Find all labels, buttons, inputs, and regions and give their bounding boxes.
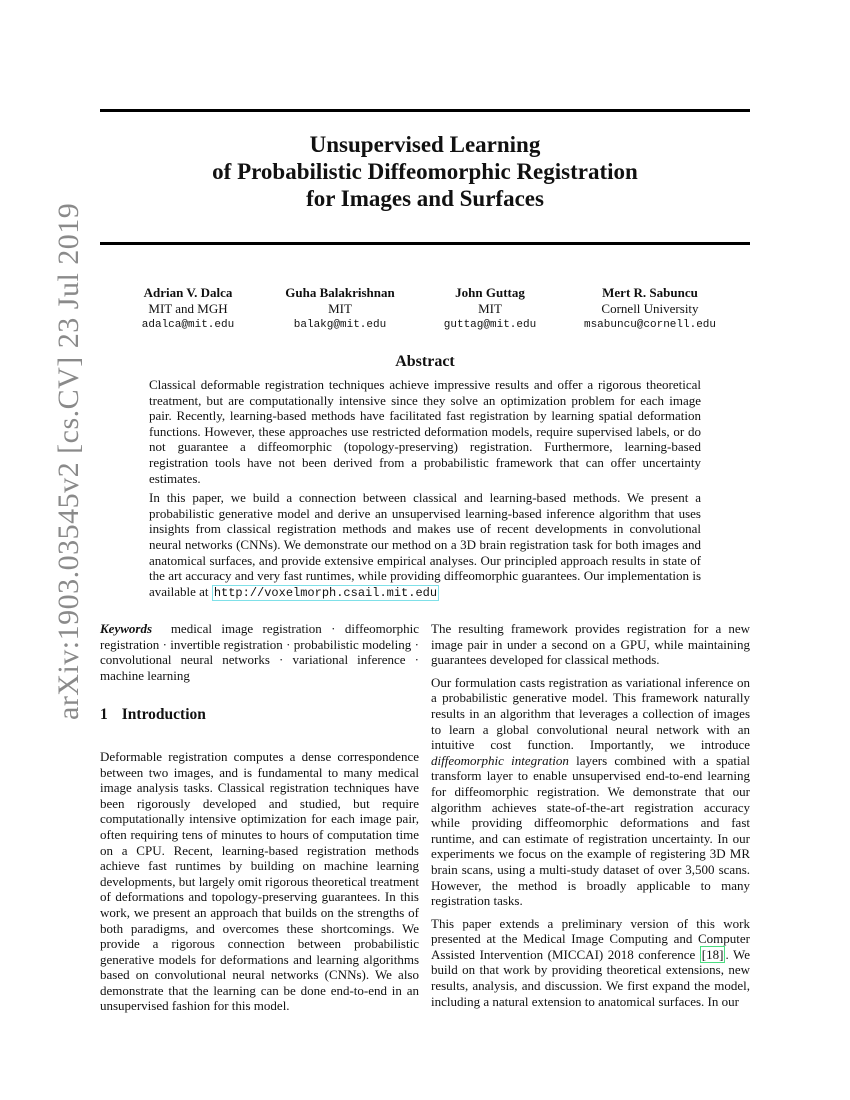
body-paragraph: Deformable registration computes a dense correspondence between two images, and is fundamental to many medical image analysis tasks. Classical registration techniques have been rigorously developed and studied, but require computationally intensive optimization for each image pair, often requiring tens of minutes to hours of computation time on a CPU. Recent, learning-based registration methods achieve fast runtimes by building on machine learning developments, but largely omit rigorous theoretical treatment of deformations and topology-preserving guarantees. In this work, we present an approach that builds on the strengths of both paradigms, and overcomes these shortcomings. We provide a rigorous connection between probabilistic generative models for deformations and learning algorithms based on convolutional neural networks (CNNs). We also demonstrate that the learning can be done end-to-end in an unsupervised fashion for this model. bbox=[100, 748, 419, 1014]
body-paragraph bbox=[431, 675, 750, 909]
author-name: Mert R. Sabuncu bbox=[602, 285, 698, 300]
keywords-label: Keywords bbox=[100, 621, 152, 636]
author-affiliation: Cornell University bbox=[601, 301, 699, 316]
body-text: . We build on that work by providing theoretical extensions, new results, analysis, and discussion. We first expand the model, including a natural extension to anatomical surfaces. In our bbox=[431, 946, 750, 1009]
author-block bbox=[100, 285, 750, 333]
body-paragraph bbox=[431, 916, 750, 1010]
arxiv-identifier: arXiv:1903.03545v2 [cs.CV] 23 Jul 2019 bbox=[52, 202, 85, 720]
keywords-text: medical image registration · diffeomorphic registration · invertible registration · probabilistic modeling · convolutional neural networks · variational inference · machine learning bbox=[100, 621, 419, 683]
abstract-paragraph: Classical deformable registration techniques achieve impressive results and offer a rigorous theoretical treatment, but are computationally intensive since they solve an optimization problem for each image pair. Recently, learning-based methods have facilitated fast registration by learning spatial deformation functions. However, these approaches use restricted deformation models, require supervised labels, or do not guarantee a diffeomorphic (topology-preserving) registration. Furthermore, learning-based registration tools have not been derived from a probabilistic framework that can offer uncertainty estimates. bbox=[149, 377, 701, 486]
title-line: of Probabilistic Diffeomorphic Registration bbox=[212, 159, 638, 184]
author-email: adalca@mit.edu bbox=[141, 319, 235, 331]
emphasis-text: diffeomorphic integration bbox=[431, 752, 569, 768]
paper-title bbox=[100, 131, 750, 212]
author bbox=[570, 285, 730, 333]
author-email: msabuncu@cornell.edu bbox=[583, 319, 717, 331]
abstract-heading: Abstract bbox=[395, 353, 455, 370]
section-number: 1 bbox=[100, 706, 108, 724]
author bbox=[270, 285, 410, 333]
title-rule-top bbox=[100, 109, 750, 112]
abstract-paragraph-text: In this paper, we build a connection between classical and learning-based methods. We present a probabilistic generative model and derive an unsupervised learning-based inference algorithm that uses insights from classical registration methods and makes use of recent developments in convolutional neural networks (CNNs). We demonstrate our method on a 3D brain registration task for both images and anatomical surfaces, and provide extensive empirical analyses. Our principled approach results in state of the art accuracy and very fast runtimes, while providing diffeomorphic guarantees. Our implementation is available at bbox=[149, 490, 701, 599]
citation-link[interactable]: [18] bbox=[701, 946, 724, 962]
arxiv-identifier-margin bbox=[12, 202, 85, 720]
title-line: Unsupervised Learning bbox=[309, 132, 541, 157]
project-url-link[interactable]: http://voxelmorph.csail.mit.edu bbox=[213, 585, 438, 600]
author-affiliation: MIT bbox=[328, 301, 352, 316]
left-column bbox=[100, 621, 419, 1021]
abstract bbox=[149, 377, 701, 605]
body-paragraph: The resulting framework provides registration for a new image pair in under a second on a GPU, while maintaining guarantees developed for classical methods. bbox=[431, 621, 750, 668]
author-name: Adrian V. Dalca bbox=[143, 285, 233, 300]
author bbox=[420, 285, 560, 333]
author-email: guttag@mit.edu bbox=[443, 319, 537, 331]
title-line: for Images and Surfaces bbox=[306, 186, 544, 211]
keywords bbox=[100, 621, 419, 683]
author-affiliation: MIT bbox=[478, 301, 502, 316]
author-affiliation: MIT and MGH bbox=[148, 301, 228, 316]
body-text: layers combined with a spatial transform layer to enable unsupervised end-to-end learning for diffeomorphic registration. We demonstrate that our algorithm achieves state-of-the-art registration accuracy while providing diffeomorphic deformations and fast runtime, and can estimate of registration uncertainty. In our experiments we focus on the example of registering 3D MR brain scans, using a multi-study dataset of over 3,500 scans. However, the method is broadly applicable to many registration tasks. bbox=[431, 752, 751, 909]
section-heading bbox=[100, 707, 419, 723]
title-rule-bottom bbox=[100, 242, 750, 245]
body-text: Our formulation casts registration as variational inference on a probabilistic generative model. This framework naturally results in an algorithm that leverages a collection of images to learn a global convolutional neural network with an intuitive cost function. Importantly, we introduce bbox=[431, 674, 750, 753]
author-email: balakg@mit.edu bbox=[293, 319, 387, 331]
author-name: John Guttag bbox=[455, 285, 525, 300]
right-column bbox=[431, 621, 750, 1016]
author-name: Guha Balakrishnan bbox=[285, 285, 395, 300]
author bbox=[118, 285, 258, 333]
abstract-paragraph bbox=[149, 490, 701, 601]
body-text: This paper extends a preliminary version of this work presented at the Medical Image Computing and Computer Assisted Intervention (MICCAI) 2018 conference bbox=[431, 915, 750, 962]
section-title: Introduction bbox=[121, 706, 206, 724]
